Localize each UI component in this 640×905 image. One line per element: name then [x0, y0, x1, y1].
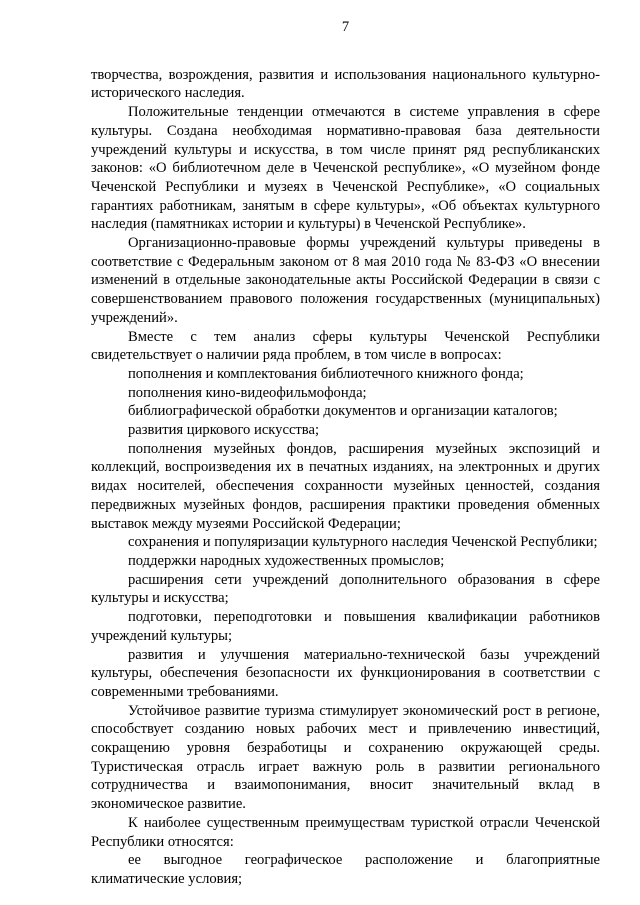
list-item: библиографической обработки документов и организации каталогов; [128, 403, 558, 420]
list-item: подготовки, переподготовки и повышения квалификации работников учреждений культуры; [91, 609, 600, 644]
list-item: пополнения кино-видеофильмофонда; [128, 384, 367, 401]
paragraph: творчества, возрождения, развития и использования национального культурно-исторического наследия. [91, 66, 600, 102]
list-item: развития циркового искусства; [128, 422, 320, 439]
list-item: ее выгодное географическое расположение и благоприятные климатические условия; [91, 852, 600, 887]
list-item: пополнения музейных фондов, расширения музейных экспозиций и коллекций, воспроизведения их в печатных изданиях, на электронных и других видах носителей, обеспечения сохранности музейных ценностей, создания передвижных музейных фондов, расширения практики проведения обменных выставок между музеями Российской Федерации; [91, 440, 600, 532]
list-item: развития и улучшения материально-технической базы учреждений культуры, обеспечения безопасности их функционирования в соответствии с современными требованиями. [91, 646, 600, 700]
list-item: сохранения и популяризации культурного наследия Чеченской Республики; [128, 534, 598, 551]
paragraph: К наиболее существенным преимуществам туристкой отрасли Чеченской Республики относятся: [91, 814, 600, 850]
paragraph: Устойчивое развитие туризма стимулирует экономический рост в регионе, способствует созданию новых рабочих мест и привлечению инвестиций, сокращению уровня безработицы и сохранению окружающей среды. Туристическая отрасль играет важную роль в развитии регионального сотрудничества и взаимопонимания, вносит значительный вклад в экономическое развитие. [91, 702, 600, 813]
paragraph: Организационно-правовые формы учреждений культуры приведены в соответствие с Федеральным законом от 8 мая 2010 года № 83-ФЗ «О внесении изменений в отдельные законодательные акты Российской Федерации в связи с совершенствованием правового положения государственных (муниципальных) учреждений». [91, 235, 600, 326]
paragraph: Положительные тенденции отмечаются в системе управления в сфере культуры. Создана необходимая нормативно-правовая база деятельности учреждений культуры и искусства, в том числе принят ряд республиканских законов: «О библиотечном деле в Чеченской республике», «О музейном фонде Чеченской Республики и музеях в Чеченской Республике», «О социальных гарантиях работникам, занятым в сфере культуры», «Об объектах культурного наследия (памятниках истории и культуры) в Чеченской Республике». [91, 104, 600, 233]
list-item: поддержки народных художественных промыслов; [128, 552, 445, 569]
list-item: расширения сети учреждений дополнительного образования в сфере культуры и искусства; [91, 571, 600, 607]
paragraph: Вместе с тем анализ сферы культуры Чеченской Республики свидетельствует о наличии ряда проблем, в том числе в вопросах: [91, 328, 600, 364]
list-item: пополнения и комплектования библиотечного книжного фонда; [128, 365, 524, 382]
page-number: 7 [341, 19, 350, 35]
